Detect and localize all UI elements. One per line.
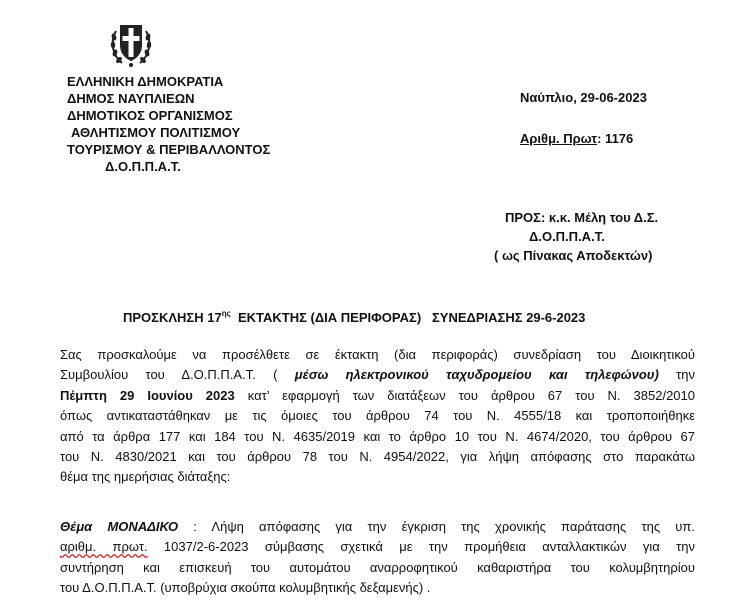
subject-text: αριθμ. πρωτ.: [60, 539, 148, 555]
issuer-line-acronym: Δ.Ο.Π.Π.Α.Τ.: [105, 159, 181, 174]
body-text: κατ’ εφαρμογή των διατάξεων του άρθρου 67 του Ν. 3852/2010: [234, 387, 695, 403]
agenda-subject: [60, 517, 695, 599]
body-line: του Ν. 4830/2021 και του άρθρου 78 του Ν. 4954/2022, για λήψη απόφασης στο παρακάτω: [60, 449, 695, 465]
issuer-line-organisation: ΔΗΜΟΤΙΚΟΣ ΟΡΓΑΝΙΣΜΟΣ: [67, 108, 233, 123]
body-line: Σας προσκαλούμε να προσέλθετε σε έκτακτη (δια περιφοράς) συνεδρίαση του Διοικητικού: [60, 347, 695, 362]
invitation-title-rest: ΕΚΤΑΚΤΗΣ (ΔΙΑ ΠΕΡΙΦΟΡΑΣ) ΣΥΝΕΔΡΙΑΣΗΣ 29-6-2023: [230, 310, 586, 325]
body-line: όπως αντικαταστάθηκαν με τις όμοιες του άρθρου 74 του Ν. 4555/18 και τροποποιήθηκε: [60, 408, 695, 424]
issuer-line-sport-culture: ΑΘΛΗΤΙΣΜΟΥ ΠΟΛΙΤΙΣΜΟΥ: [71, 125, 241, 140]
subject-text: : Λήψη απόφασης για την έγκριση της χρονικής παράτασης της υπ.: [178, 519, 695, 534]
subject-text: 1037/2-6-2023 σύμβασης σχετικά με την προμήθεια ανταλλακτικών για την: [147, 539, 695, 555]
body-line: θέμα της ημερήσιας διάταξης:: [60, 469, 231, 485]
issuer-line-republic: ΕΛΛΗΝΙΚΗ ΔΗΜΟΚΡΑΤΙΑ: [67, 74, 224, 89]
subject-line: συντήρηση και επισκευή του αυτομάτου αναρροφητικού καθαριστήρα του κολυμβητηρίου: [60, 559, 695, 575]
subject-line: [60, 517, 695, 537]
invitation-title: [123, 309, 585, 325]
body-line: [60, 365, 695, 385]
meeting-date: Πέμπτη 29 Ιουνίου 2023: [60, 387, 235, 403]
place-date: Ναύπλιο, 29-06-2023: [520, 90, 647, 105]
subject-line: [60, 537, 695, 557]
recipient-line-to: ΠΡΟΣ: κ.κ. Μέλη του Δ.Σ.: [505, 210, 659, 225]
issuer-line-municipality: ΔΗΜΟΣ ΝΑΥΠΛΙΕΩΝ: [67, 91, 195, 106]
body-line: [60, 386, 695, 406]
protocol-value: : 1176: [597, 131, 634, 146]
body-line: από τα άρθρα 177 και 184 του Ν. 4635/2019 και το άρθρο 10 του Ν. 4674/2020, του άρθρου 67: [60, 428, 695, 444]
greek-coat-of-arms-icon: [108, 17, 154, 69]
issuer-line-tourism-env: ΤΟΥΡΙΣΜΟΥ & ΠΕΡΙΒΑΛΛΟΝΤΟΣ: [67, 142, 271, 157]
protocol-number: [520, 131, 633, 146]
issuer-block: [58, 73, 298, 175]
body-text: την: [658, 367, 695, 383]
body-text: Συμβουλίου του Δ.Ο.Π.Π.Α.Τ. (: [60, 367, 295, 383]
body-emphasis: μέσω ηλεκτρονικού ταχυδρομείου και τηλεφώνου): [294, 367, 659, 383]
recipient-line-org: Δ.Ο.Π.Π.Α.Τ.: [529, 229, 605, 244]
invitation-body: [60, 345, 695, 488]
subject-label: Θέμα ΜΟΝΑΔΙΚΟ: [60, 519, 179, 534]
invitation-title-prefix: ΠΡΟΣΚΛΗΣΗ 17: [123, 310, 222, 325]
invitation-title-ordinal: ης: [221, 309, 231, 318]
protocol-label: Αριθμ. Πρωτ: [520, 131, 598, 146]
recipient-line-list: ( ως Πίνακας Αποδεκτών): [494, 248, 653, 263]
subject-line: του Δ.Ο.Π.Π.Α.Τ. (υποβρύχια σκούπα κολυμβητικής δεξαμενής) .: [60, 580, 431, 596]
